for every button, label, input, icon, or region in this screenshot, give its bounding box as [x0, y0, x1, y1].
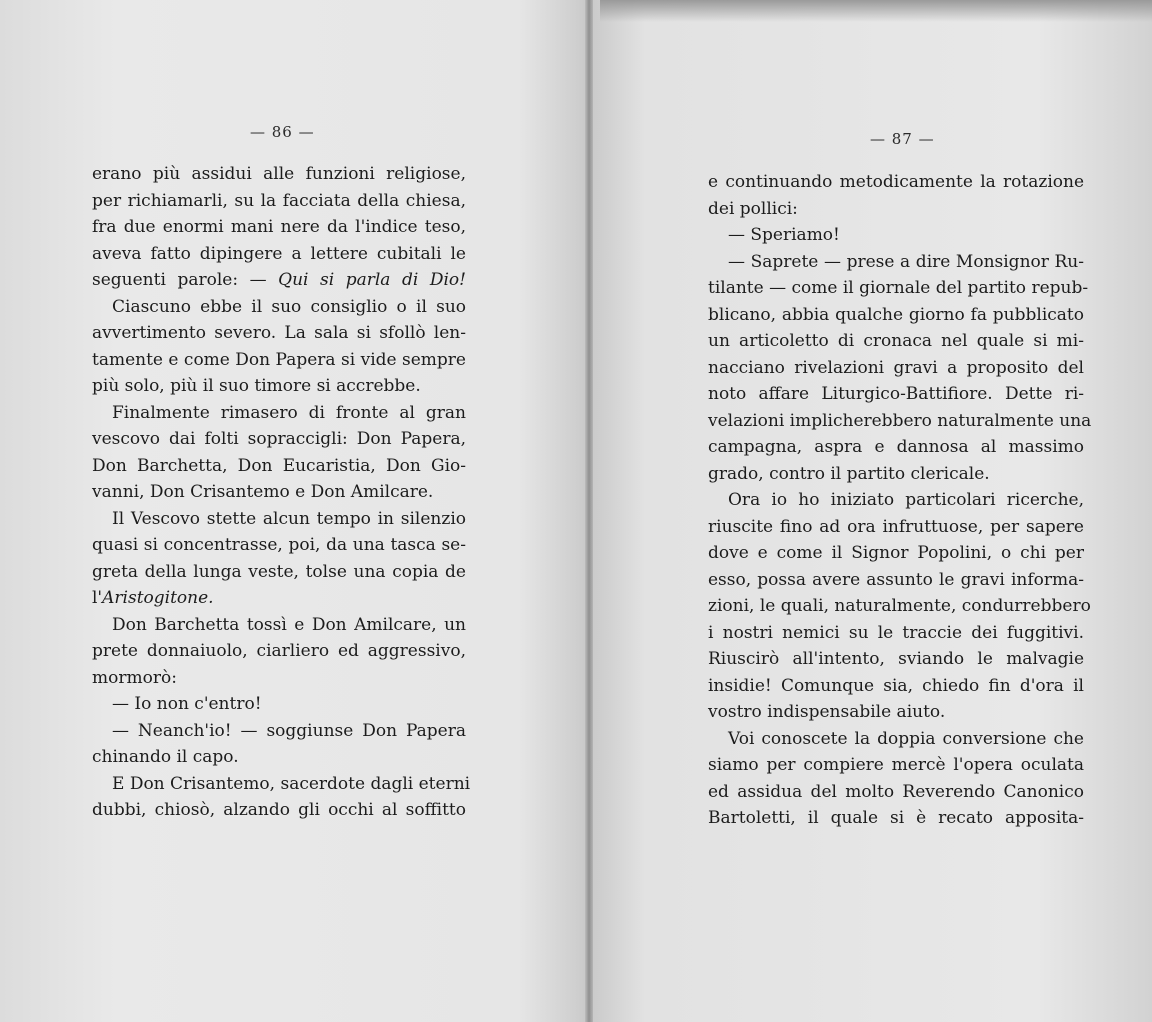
text-line: per richiamarli, su la facciata della chiesa, — [92, 190, 466, 211]
text-line: — Speriamo! — [728, 225, 840, 245]
right-page — [592, 0, 1152, 1022]
text-line: — Saprete — prese a dire Monsignor Ru- — [728, 251, 1084, 272]
text-line: siamo per compiere mercè l'opera oculata — [708, 755, 1084, 775]
text-line: fra due enormi mani nere da l'indice teso, — [92, 217, 466, 237]
text-line: più solo, più il suo timore si accrebbe. — [92, 376, 421, 396]
text-line: dove e come il Signor Popolini, o chi per — [708, 543, 1084, 563]
text-line: tilante — come il giornale del partito repub- — [708, 278, 1089, 298]
page-number-left: — 86 — — [250, 123, 315, 141]
text-line: mormorò: — [92, 667, 177, 688]
text-line: Don Barchetta, Don Eucaristia, Don Gio- — [92, 455, 466, 476]
text-line: l'Aristogitone. — [92, 588, 214, 608]
text-line: zioni, le quali, naturalmente, condurrebbero — [708, 596, 1091, 616]
text-line: dubbi, chiosò, alzando gli occhi al soffitto — [92, 800, 466, 820]
text-line: vanni, Don Crisantemo e Don Amilcare. — [92, 482, 434, 502]
text-line: greta della lunga veste, tolse una copia de — [92, 561, 466, 582]
italic-title: Aristogitone. — [102, 588, 214, 608]
text-line: Bartoletti, il quale si è recato apposita- — [708, 808, 1084, 828]
text-line: vostro indispensabile aiuto. — [708, 702, 946, 722]
page-number-right: — 87 — — [870, 130, 935, 148]
text-line: vescovo dai folti sopraccigli: Don Papera, — [92, 429, 466, 449]
text-line: ed assidua del molto Reverendo Canonico — [708, 781, 1084, 802]
text-line: tamente e come Don Papera si vide sempre — [92, 349, 466, 370]
text-line: Il Vescovo stette alcun tempo in silenzio — [112, 508, 466, 529]
text-line: velazioni implicherebbero naturalmente una — [708, 410, 1092, 431]
text-line: seguenti parole: — Qui si parla di Dio! — [92, 270, 466, 290]
text-line: grado, contro il partito clericale. — [708, 463, 990, 484]
text-line: Ciascuno ebbe il suo consiglio o il suo — [112, 296, 466, 317]
text-line: esso, possa avere assunto le gravi informa- — [708, 569, 1084, 590]
text-line: Finalmente rimasero di fronte al gran — [112, 402, 466, 423]
text-line: insidie! Comunque sia, chiedo fin d'ora il — [708, 675, 1084, 696]
text-line: campagna, aspra e dannosa al massimo — [708, 437, 1084, 457]
text-line: un articoletto di cronaca nel quale si mi- — [708, 331, 1084, 351]
text-line: quasi si concentrasse, poi, da una tasca se- — [92, 535, 466, 555]
text-line: blicano, abbia qualche giorno fa pubblicato — [708, 304, 1084, 325]
text-line: e continuando metodicamente la rotazione — [708, 172, 1084, 192]
text-line: noto affare Liturgico-Battifiore. Dette ri- — [708, 384, 1084, 404]
text-line: Voi conoscete la doppia conversione che — [728, 728, 1084, 749]
left-page-text — [92, 161, 471, 824]
text-line: aveva fatto dipingere a lettere cubitali le — [92, 243, 466, 264]
text-line: dei pollici: — [708, 198, 798, 219]
text-line: erano più assidui alle funzioni religiose, — [92, 164, 466, 184]
text-line: — Io non c'entro! — [112, 694, 262, 714]
text-line: riuscite fino ad ora infruttuose, per sapere — [708, 516, 1084, 537]
text-line: nacciano rivelazioni gravi a proposito del — [708, 357, 1084, 378]
text-line: — Neanch'io! — soggiunse Don Papera — [112, 720, 466, 741]
text-line: Don Barchetta tossì e Don Amilcare, un — [112, 614, 466, 635]
text-line: E Don Crisantemo, sacerdote dagli eterni — [112, 773, 471, 794]
text-line: prete donnaiuolo, ciarliero ed aggressivo, — [92, 641, 466, 661]
right-page-text — [708, 169, 1092, 832]
text-line: avvertimento severo. La sala si sfollò len- — [92, 323, 466, 343]
text-line: chinando il capo. — [92, 747, 239, 767]
italic-quote: Qui si parla di Dio! — [278, 270, 466, 290]
text-line: i nostri nemici su le traccie dei fuggitivi. — [708, 622, 1084, 643]
text-line: Ora io ho iniziato particolari ricerche, — [728, 490, 1084, 510]
text-line: Riuscirò all'intento, sviando le malvagie — [708, 649, 1084, 669]
